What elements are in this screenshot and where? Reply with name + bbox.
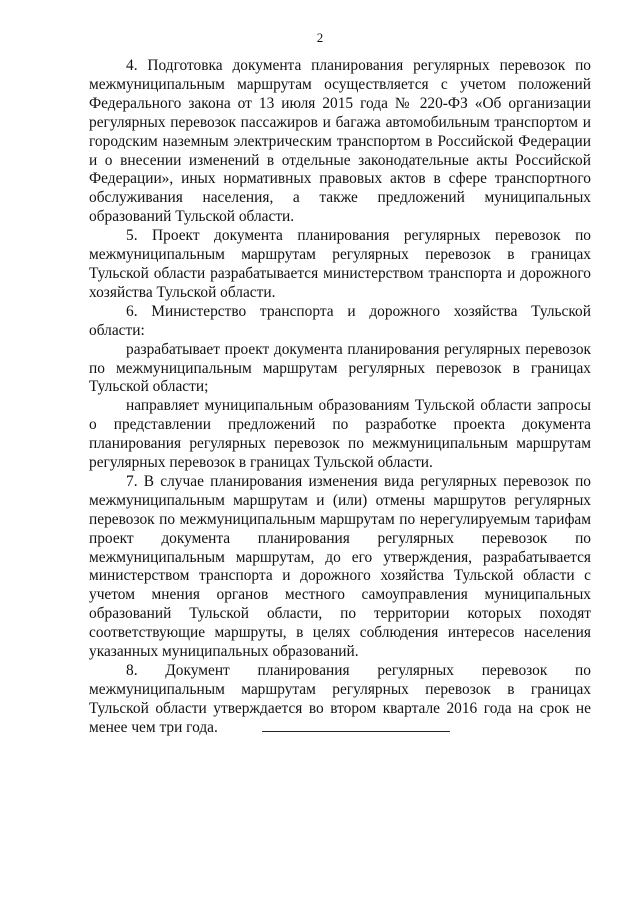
paragraph-6-item-1: разрабатывает проект документа планирования регулярных перевозок по межмуниципальным маршрутам регулярных перевозок в границах Тульской области; [89,340,591,396]
paragraph-6-item-2: направляет муниципальным образованиям Тульской области запросы о представлении предложений по разработке проекта документа планирования регулярных перевозок по межмуниципальным маршрутам регулярных перевозок в границах Тульской области. [89,397,591,472]
document-body [89,57,591,738]
paragraph-7: 7. В случае планирования изменения вида регулярных перевозок по межмуниципальным маршрутам и (или) отмены маршрутов регулярных перевозок по межмуниципальным маршрутам по нерегулируемым тарифам проект документа планирования регулярных перевозок по межмуниципальным маршрутам, до его утверждения, разрабатывается министерством транспорта и дорожного хозяйства Тульской области с учетом мнения органов местного самоуправления муниципальных образований Тульской области, по территории которых походят соответствующие маршруты, в целях соблюдения интересов населения указанных муниципальных образований. [89,472,591,661]
paragraph-8: 8. Документ планирования регулярных перевозок по межмуниципальным маршрутам регулярных перевозок в границах Тульской области утверждается во втором квартале 2016 года на срок не менее чем три года. [89,662,591,736]
paragraph-4: 4. Подготовка документа планирования регулярных перевозок по межмуниципальным маршрутам осуществляется с учетом положений Федерального закона от 13 июля 2015 года № 220-ФЗ «Об организации регулярных перевозок пассажиров и багажа автомобильным транспортом и городским наземным электрическим транспортом в Российской Федерации и о внесении изменений в отдельные законодательные акты Российской Федерации», иных нормативных правовых актов в сфере транспортного обслуживания населения, а также предложений муниципальных образований Тульской области. [89,57,591,226]
paragraph-6: 6. Министерство транспорта и дорожного хозяйства Тульской области: [89,302,591,339]
paragraph-5: 5. Проект документа планирования регулярных перевозок по межмуниципальным маршрутам регулярных перевозок в границах Тульской области разрабатывается министерством транспорта и дорожного хозяйства Тульской области. [89,227,591,301]
page-number: 2 [316,30,324,45]
end-of-document-divider [262,731,450,732]
